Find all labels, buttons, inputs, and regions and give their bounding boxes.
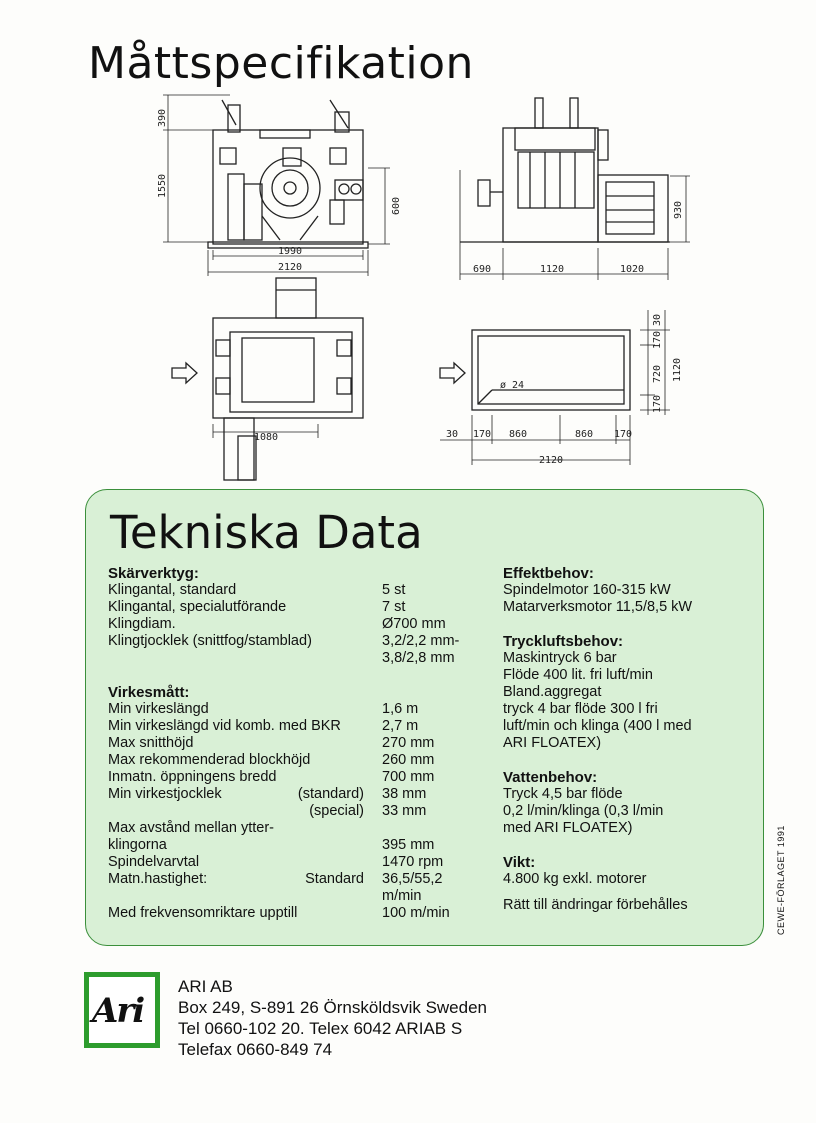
dim-860-b: 860 xyxy=(574,429,594,440)
publisher-side-text: CEWE-FÖRLAGET 1991 xyxy=(776,825,786,935)
spec-label-empty xyxy=(108,888,382,905)
spec-value: 270 mm xyxy=(382,735,435,751)
spec-value: 700 mm xyxy=(382,769,435,785)
left-column xyxy=(108,565,478,922)
dim-1120-right: 1120 xyxy=(672,357,683,383)
spec-value: 260 mm xyxy=(382,752,435,768)
spec-row xyxy=(108,735,478,752)
spacer xyxy=(503,888,753,897)
spec-row xyxy=(108,616,478,633)
spec-value: 395 mm xyxy=(382,837,435,853)
company-block xyxy=(178,976,487,1060)
heading-vikt: Vikt: xyxy=(503,854,536,871)
spec-label: Klingantal, standard xyxy=(108,582,237,598)
ari-logo xyxy=(84,972,160,1048)
spec-row-special xyxy=(108,803,478,820)
spec-sublabel: Standard xyxy=(305,871,364,887)
section-vikt xyxy=(503,854,753,914)
spec-line: ARI FLOATEX) xyxy=(503,735,602,751)
company-fax: Telefax 0660-849 74 xyxy=(178,1040,333,1059)
spec-row-matn xyxy=(108,871,478,888)
spec-label: Klingantal, specialutförande xyxy=(108,599,287,615)
spec-value: 5 st xyxy=(382,582,406,598)
section-virkesmatt xyxy=(108,684,478,922)
dim-600: 600 xyxy=(391,196,402,216)
dim-dia-24: ø 24 xyxy=(500,380,525,391)
spec-label: Klingdiam. xyxy=(108,616,176,632)
spec-row xyxy=(108,718,478,735)
side-view-drawing xyxy=(460,98,670,242)
dim-860-a: 860 xyxy=(508,429,528,440)
spec-value: 3,8/2,8 mm xyxy=(382,650,455,666)
spec-value: Ø700 mm xyxy=(382,616,446,632)
spec-line: med ARI FLOATEX) xyxy=(503,820,633,836)
spec-value: m/min xyxy=(382,888,422,904)
spec-sublabel: (special) xyxy=(309,803,364,819)
spec-sublabel: (standard) xyxy=(297,786,364,802)
spec-value: 7 st xyxy=(382,599,406,615)
logo-text: Ari xyxy=(92,991,144,1031)
spec-row xyxy=(108,599,478,616)
section-effektbehov xyxy=(503,565,753,616)
heading-vattenbehov: Vattenbehov: xyxy=(503,769,598,786)
spec-line: tryck 4 bar flöde 300 l fri xyxy=(503,701,658,717)
spec-line: Matarverksmotor 11,5/8,5 kW xyxy=(503,599,693,615)
front-view-drawing xyxy=(208,100,368,248)
spec-line: Bland.aggregat xyxy=(503,684,602,700)
panel-title: Tekniska Data xyxy=(110,506,423,559)
technical-data-panel xyxy=(85,489,764,946)
spec-line: Maskintryck 6 bar xyxy=(503,650,617,666)
spec-label: Max rekommenderad blockhöjd xyxy=(108,752,311,768)
spec-value: 33 mm xyxy=(382,803,427,819)
dim-h-170-a: 170 xyxy=(652,330,663,350)
heading-virkesmatt: Virkesmått: xyxy=(108,684,190,701)
spec-row xyxy=(108,837,478,854)
section-skarverktyg xyxy=(108,565,478,667)
spec-row xyxy=(108,633,478,650)
spec-label: Min virkeslängd xyxy=(108,701,209,717)
spec-value: 1470 rpm xyxy=(382,854,444,870)
top-view-drawing xyxy=(172,278,363,480)
spec-value: 1,6 m xyxy=(382,701,419,717)
dim-1020: 1020 xyxy=(619,264,645,275)
spec-label: klingorna xyxy=(108,837,167,853)
spec-value: 2,7 m xyxy=(382,718,419,734)
dim-720: 720 xyxy=(652,364,663,384)
dim-1120-top: 1120 xyxy=(539,264,565,275)
spec-label: Klingtjocklek (snittfog/stamblad) xyxy=(108,633,312,649)
spec-value: 3,2/2,2 mm- xyxy=(382,633,460,649)
heading-skarverktyg: Skärverktyg: xyxy=(108,565,199,582)
heading-tryckluftsbehov: Tryckluftsbehov: xyxy=(503,633,624,650)
spec-label-split xyxy=(108,871,382,888)
spec-label-split xyxy=(108,786,382,803)
company-phone: Tel 0660-102 20. Telex 6042 ARIAB S xyxy=(178,1019,463,1038)
dim-2120-bottom: 2120 xyxy=(538,455,564,466)
dim-390: 390 xyxy=(157,108,168,128)
spec-label: Max snitthöjd xyxy=(108,735,194,751)
spec-row xyxy=(108,752,478,769)
spec-line: Spindelmotor 160-315 kW xyxy=(503,582,671,598)
spec-row xyxy=(108,820,478,837)
front-view-dimensions xyxy=(163,95,390,276)
section-vattenbehov xyxy=(503,769,753,837)
foundation-plan-drawing xyxy=(440,330,630,410)
section-tryckluftsbehov xyxy=(503,633,753,752)
dim-30: 30 xyxy=(445,429,459,440)
spec-label: Max avstånd mellan ytter- xyxy=(108,820,275,836)
spec-row xyxy=(108,888,478,905)
spec-label: Min virkestjocklek xyxy=(108,786,222,802)
dim-1550: 1550 xyxy=(157,173,168,199)
spec-value-empty xyxy=(382,820,478,837)
technical-drawings xyxy=(0,0,816,490)
foundation-plan-dimensions xyxy=(440,310,670,465)
spec-row xyxy=(108,905,478,922)
dim-h-170-b: 170 xyxy=(652,394,663,414)
spec-label: Med frekvensomriktare upptill xyxy=(108,905,298,921)
dim-930: 930 xyxy=(673,200,684,220)
page-title: Måttspecifikation xyxy=(88,38,474,89)
spec-value: 36,5/55,2 xyxy=(382,871,443,887)
spec-label: Min virkeslängd vid komb. med BKR xyxy=(108,718,341,734)
spec-row xyxy=(108,769,478,786)
spec-label: Spindelvarvtal xyxy=(108,854,200,870)
dim-1080: 1080 xyxy=(253,432,279,443)
dim-2120-top: 2120 xyxy=(277,262,303,273)
dim-170-b: 170 xyxy=(613,429,633,440)
spec-line: 4.800 kg exkl. motorer xyxy=(503,871,647,887)
spec-label: Matn.hastighet: xyxy=(108,871,208,887)
company-name: ARI AB xyxy=(178,977,233,996)
spec-line: 0,2 l/min/klinga (0,3 l/min xyxy=(503,803,664,819)
spec-value: 100 m/min xyxy=(382,905,450,921)
spec-value: 38 mm xyxy=(382,786,427,802)
spec-row xyxy=(108,582,478,599)
spec-line: Tryck 4,5 bar flöde xyxy=(503,786,623,802)
dim-1990: 1990 xyxy=(277,246,303,257)
spec-label: Inmatn. öppningens bredd xyxy=(108,769,277,785)
dim-170-a: 170 xyxy=(472,429,492,440)
dim-h-30: 30 xyxy=(652,313,663,327)
dim-690: 690 xyxy=(472,264,492,275)
company-address: Box 249, S-891 26 Örnsköldsvik Sweden xyxy=(178,998,488,1017)
heading-effektbehov: Effektbehov: xyxy=(503,565,594,582)
spec-row xyxy=(108,854,478,871)
note-text: Rätt till ändringar förbehålles xyxy=(503,897,688,913)
spec-row xyxy=(108,701,478,718)
spec-label xyxy=(108,650,382,667)
spec-row-min-virkestjocklek xyxy=(108,786,478,803)
spec-row xyxy=(108,650,478,667)
spec-line: luft/min och klinga (400 l med xyxy=(503,718,692,734)
right-column xyxy=(503,565,753,914)
spec-line: Flöde 400 lit. fri luft/min xyxy=(503,667,653,683)
